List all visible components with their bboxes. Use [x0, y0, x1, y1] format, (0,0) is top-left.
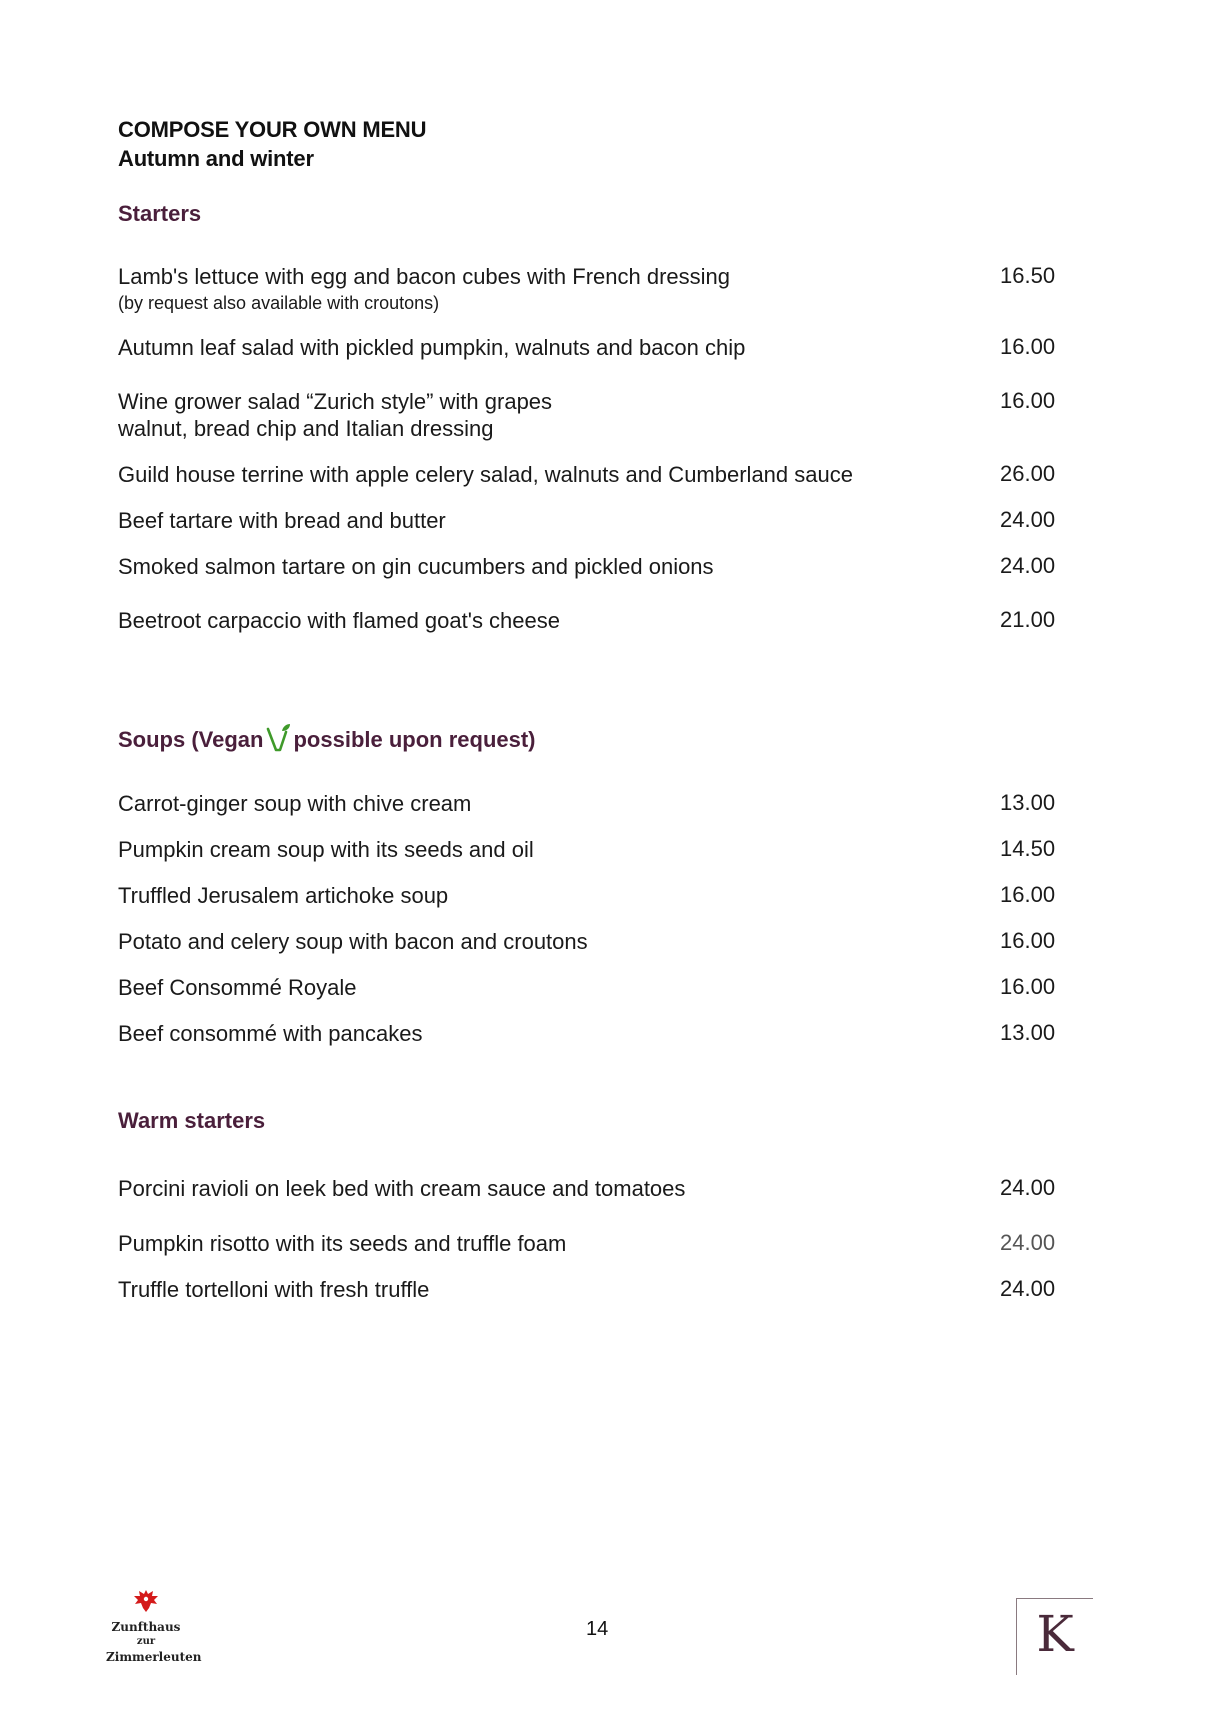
dish-name: Guild house terrine with apple celery salad, walnuts and Cumberland sauce — [118, 462, 853, 487]
section-heading-starters: Starters — [118, 201, 202, 226]
dish-price: 16.00 — [1000, 882, 1056, 907]
dish-price: 24.00 — [1000, 1175, 1056, 1200]
dish-price: 16.00 — [1000, 334, 1056, 359]
dish-name: Pumpkin cream soup with its seeds and oil — [118, 837, 534, 862]
dish-price: 16.50 — [1000, 263, 1056, 288]
dish-price: 16.00 — [1000, 974, 1056, 999]
dish-price: 16.00 — [1000, 388, 1056, 413]
dish-price: 24.00 — [1000, 1276, 1056, 1301]
dish-name: Lamb's lettuce with egg and bacon cubes with French dressing — [118, 264, 730, 289]
vegan-v-leaf-icon — [265, 723, 291, 753]
dish-name: Porcini ravioli on leek bed with cream sauce and tomatoes — [118, 1176, 686, 1201]
dish-name: Beef consommé with pancakes — [118, 1021, 423, 1046]
logo-letter: K — [1036, 1605, 1074, 1663]
logo-text-line: Zunfthaus — [111, 1620, 181, 1634]
dish-name: Beef Consommé Royale — [118, 975, 357, 1000]
logo-text-line: zur — [136, 1636, 156, 1647]
dish-price: 21.00 — [1000, 607, 1056, 632]
dish-name: Potato and celery soup with bacon and croutons — [118, 929, 588, 954]
dish-name: Smoked salmon tartare on gin cucumbers and pickled onions — [118, 554, 714, 579]
eagle-crest-icon — [133, 1588, 159, 1614]
guild-house-logo — [106, 1588, 202, 1678]
dish-price: 13.00 — [1000, 790, 1056, 815]
dish-name: Beetroot carpaccio with flamed goat's cheese — [118, 608, 560, 633]
dish-name: Wine grower salad “Zurich style” with grapes — [118, 389, 553, 414]
dish-price: 24.00 — [1000, 507, 1056, 532]
logo-text-line: Zimmerleuten — [106, 1650, 202, 1664]
section-heading-soups — [118, 723, 536, 753]
dish-price: 24.00 — [1000, 553, 1056, 578]
dish-price: 16.00 — [1000, 928, 1056, 953]
page-subtitle: Autumn and winter — [118, 146, 314, 171]
dish-name: Pumpkin risotto with its seeds and truffle foam — [118, 1231, 567, 1256]
section-heading-warm-starters: Warm starters — [118, 1108, 266, 1133]
page-number: 14 — [586, 1618, 609, 1640]
dish-name: Truffled Jerusalem artichoke soup — [118, 883, 449, 908]
dish-name-line2: walnut, bread chip and Italian dressing — [118, 416, 494, 441]
dish-price: 26.00 — [1000, 461, 1056, 486]
dish-price: 24.00 — [1000, 1230, 1056, 1255]
dish-name: Autumn leaf salad with pickled pumpkin, walnuts and bacon chip — [118, 335, 746, 360]
soups-heading-start: Soups (Vegan — [118, 727, 264, 752]
dish-price: 13.00 — [1000, 1020, 1056, 1045]
dish-note: (by request also available with croutons) — [118, 293, 440, 313]
page-title: COMPOSE YOUR OWN MENU — [118, 117, 427, 142]
soups-heading-end: possible upon request) — [293, 727, 536, 752]
dish-name: Truffle tortelloni with fresh truffle — [118, 1277, 430, 1302]
dish-name: Beef tartare with bread and butter — [118, 508, 446, 533]
dish-price: 14.50 — [1000, 836, 1056, 861]
dish-name: Carrot-ginger soup with chive cream — [118, 791, 472, 816]
k-monogram-logo — [1016, 1598, 1093, 1675]
